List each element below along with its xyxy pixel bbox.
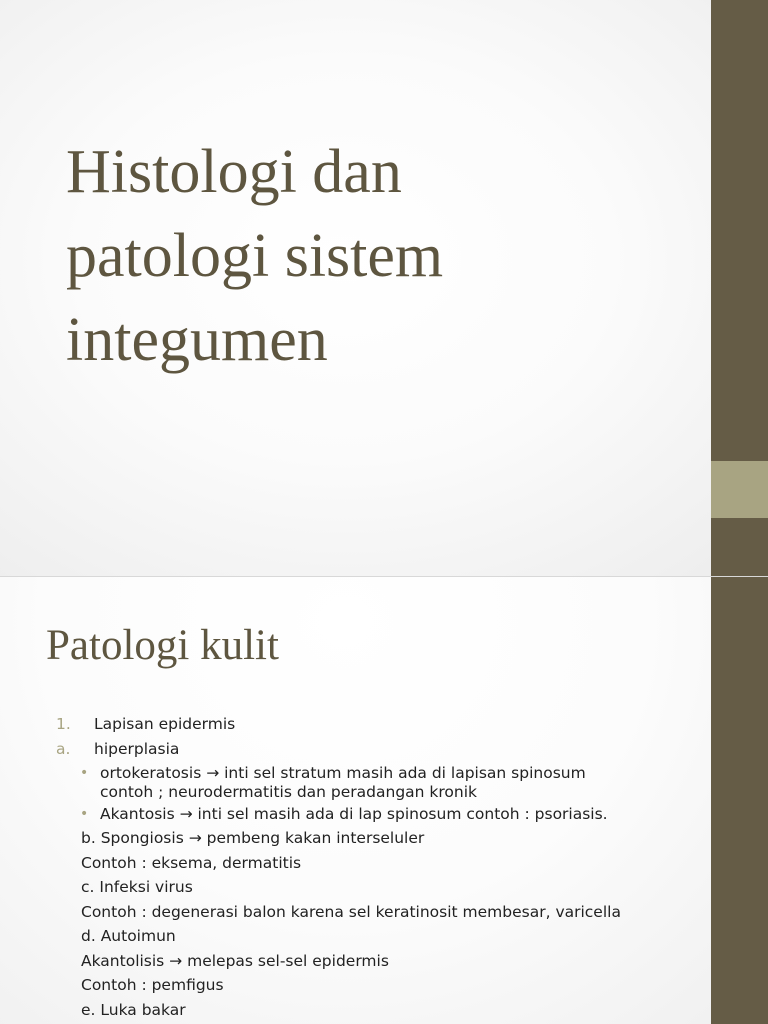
slide-body bbox=[56, 712, 696, 1022]
side-bar bbox=[711, 577, 768, 1024]
slide-title bbox=[66, 130, 666, 382]
lettered-item bbox=[56, 737, 696, 762]
body-line: d. Autoimun bbox=[81, 927, 176, 945]
list-item-text: hiperplasia bbox=[94, 739, 180, 758]
body-line: b. Spongiosis → pembeng kakan interseluler bbox=[81, 829, 425, 847]
slide-title-line-3: integumen bbox=[66, 306, 328, 374]
body-line: Contoh : eksema, dermatitis bbox=[81, 853, 302, 872]
content-slide bbox=[0, 577, 768, 1024]
bullet-text: Akantosis → inti sel masih ada di lap spinosum contoh : psoriasis. bbox=[100, 805, 608, 823]
body-line: Contoh : pemfigus bbox=[81, 976, 224, 994]
bullet-icon: • bbox=[80, 806, 89, 822]
bullet-text: ortokeratosis → inti sel stratum masih ada di lapisan spinosum bbox=[100, 764, 586, 782]
body-line: Contoh : degenerasi balon karena sel keratinosit membesar, varicella bbox=[81, 902, 621, 921]
list-number: 1. bbox=[56, 715, 71, 733]
slide-title-line-2: patologi sistem bbox=[66, 222, 444, 290]
list-item-text: Lapisan epidermis bbox=[94, 715, 236, 733]
body-line: e. Luka bakar bbox=[81, 1000, 186, 1019]
bullet-item bbox=[56, 764, 696, 802]
bullet-icon: • bbox=[80, 765, 89, 781]
slide-title-line-1: Histologi dan bbox=[66, 138, 402, 206]
body-line: Akantolisis → melepas sel-sel epidermis bbox=[81, 951, 389, 970]
bullet-text-continued: contoh ; neurodermatitis dan peradangan kronik bbox=[100, 783, 478, 801]
section-title: Patologi kulit bbox=[46, 622, 279, 669]
list-letter: a. bbox=[56, 739, 71, 758]
side-accent-block bbox=[711, 461, 768, 518]
body-line: c. Infeksi virus bbox=[81, 878, 193, 896]
bullet-item bbox=[56, 805, 696, 824]
numbered-item bbox=[56, 712, 696, 737]
